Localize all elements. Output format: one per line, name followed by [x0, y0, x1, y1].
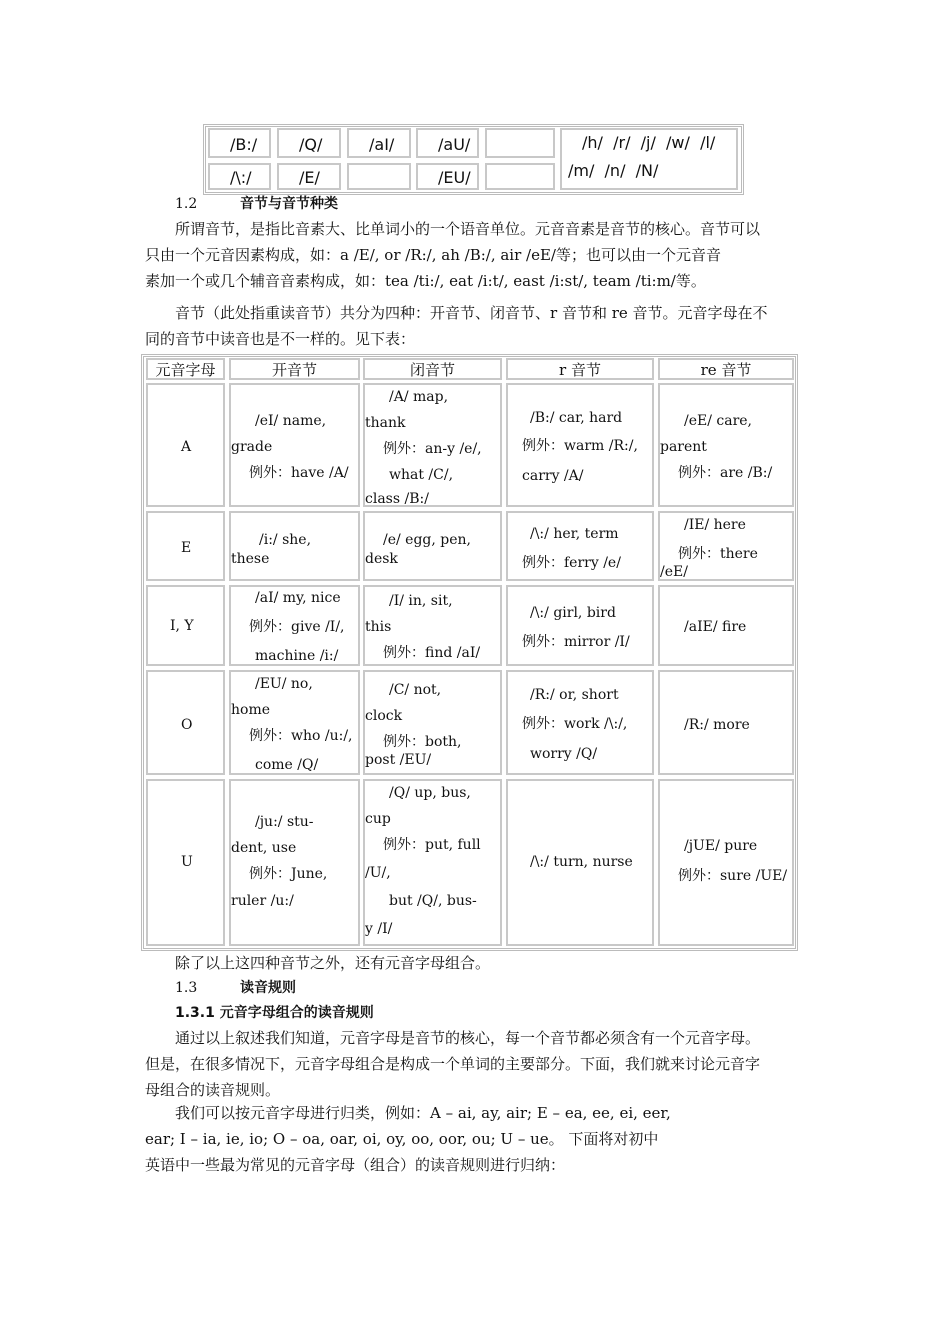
table-cell — [229, 511, 360, 581]
cell-text: /EU/ — [438, 168, 471, 187]
cell-line: but /Q/, bus- — [389, 893, 477, 909]
table-cell — [363, 585, 502, 666]
cell-text: /m/ /n/ /N/ — [568, 161, 659, 180]
table-cell — [146, 585, 225, 666]
table-cell — [506, 585, 654, 666]
cell-line: /IE/ here — [684, 517, 746, 533]
table-cell — [277, 128, 341, 158]
cell-line: 例外：work /\:/, — [522, 716, 628, 732]
paragraph-line: 通过以上叙述我们知道，元音字母是音节的核心，每一个音节都必须含有一个元音字母。 — [175, 1029, 761, 1047]
consonant-cell — [560, 128, 738, 190]
cell-line: /U/, — [365, 865, 391, 881]
paragraph-line: 英语中一些最为常见的元音字母（组合）的读音规则进行归纳： — [145, 1156, 566, 1174]
table-cell — [277, 163, 341, 190]
table-cell — [658, 779, 794, 946]
cell-line: 例外：put, full — [383, 837, 481, 853]
table-cell — [658, 511, 794, 581]
paragraph — [145, 216, 810, 294]
section-title: 音节与音节种类 — [240, 196, 338, 212]
cell-line: /jUE/ pure — [684, 838, 758, 854]
table-header: 开音节 — [229, 358, 360, 380]
paragraph — [145, 1025, 810, 1103]
cell-line: /eE/ — [660, 564, 688, 580]
cell-line: /eE/ care, — [684, 413, 753, 429]
cell-line: worry /Q/ — [530, 746, 598, 762]
cell-line: 例外：who /u:/, — [249, 728, 353, 744]
cell-line: /I/ in, sit, — [389, 593, 453, 609]
table-cell — [485, 163, 555, 190]
cell-line: y /I/ — [365, 921, 393, 937]
paragraph-line: 母组合的读音规则。 — [145, 1081, 281, 1099]
cell-line: post /EU/ — [365, 752, 432, 768]
cell-text: /\:/ — [230, 168, 252, 187]
cell-line: /A/ map, — [389, 389, 449, 405]
cell-text: /B:/ — [230, 135, 258, 154]
cell-line: thank — [365, 415, 406, 431]
cell-line: desk — [365, 551, 398, 567]
table-cell — [363, 511, 502, 581]
paragraph — [145, 950, 810, 976]
cell-line: 例外：there — [678, 546, 758, 562]
paragraph-line: 但是，在很多情况下，元音字母组合是构成一个单词的主要部分。下面，我们就来讨论元音字 — [145, 1055, 761, 1073]
table-cell — [506, 383, 654, 507]
table-cell — [363, 670, 502, 775]
cell-line: /R:/ more — [684, 717, 750, 733]
paragraph-line: 音节（此处指重读音节）共分为四种：开音节、闭音节、r 音节和 re 音节。元音字母在不 — [175, 304, 768, 322]
cell-line: /Q/ up, bus, — [389, 785, 471, 801]
table-cell — [347, 163, 411, 190]
table-cell — [506, 779, 654, 946]
table-cell — [208, 163, 271, 190]
cell-line: /\:/ her, term — [530, 526, 619, 542]
cell-text: /Q/ — [299, 135, 323, 154]
cell-line: 例外：find /aI/ — [383, 645, 481, 661]
cell-text: /h/ /r/ /j/ /w/ /l/ — [582, 133, 716, 152]
table-cell — [229, 779, 360, 946]
table-cell — [146, 383, 225, 507]
vowel-letter: O — [181, 717, 193, 733]
cell-line: /ju:/ stu- — [255, 814, 314, 830]
cell-text: /aI/ — [369, 135, 395, 154]
cell-line: these — [231, 551, 270, 567]
paragraph-line: 我们可以按元音字母进行归类，例如：A – ai, ay, air; E – ea, ee, ei, eer, — [175, 1104, 671, 1122]
table-cell — [416, 128, 479, 158]
cell-line: class /B:/ — [365, 491, 429, 507]
table-cell — [416, 163, 479, 190]
section-heading — [175, 193, 338, 213]
table-cell — [363, 383, 502, 507]
table-cell — [506, 511, 654, 581]
cell-line: /C/ not, — [389, 682, 442, 698]
cell-line: cup — [365, 811, 391, 827]
section-number: 1.3 — [175, 980, 198, 996]
cell-line: /B:/ car, hard — [530, 410, 623, 426]
table-cell — [229, 670, 360, 775]
paragraph-line: 只由一个元音因素构成，如：a /E/, or /R:/, ah /B:/, air /eE/等；也可以由一个元音音 — [145, 246, 721, 264]
vowel-letter: E — [181, 540, 192, 556]
table-header: 闭音节 — [363, 358, 502, 380]
table-cell — [506, 670, 654, 775]
table-cell — [229, 585, 360, 666]
cell-line: this — [365, 619, 392, 635]
cell-line: clock — [365, 708, 403, 724]
paragraph — [145, 1100, 810, 1178]
section-title: 读音规则 — [240, 980, 296, 996]
paragraph-line: 除了以上这四种音节之外，还有元音字母组合。 — [175, 954, 491, 972]
section-title: 1.3.1 元音字母组合的读音规则 — [175, 1005, 374, 1021]
cell-line: 例外：sure /UE/ — [678, 868, 788, 884]
cell-line: 例外：an-y /e/, — [383, 441, 482, 457]
cell-line: carry /A/ — [522, 468, 584, 484]
cell-line: 例外：are /B:/ — [678, 465, 773, 481]
table-header: re 音节 — [658, 358, 794, 380]
section-number: 1.2 — [175, 196, 198, 212]
cell-line: /eI/ name, — [255, 413, 327, 429]
cell-line: machine /i:/ — [255, 648, 339, 664]
table-cell — [146, 670, 225, 775]
paragraph-line: 所谓音节，是指比音素大、比单词小的一个语音单位。元音音素是音节的核心。音节可以 — [175, 220, 761, 238]
cell-line: 例外：ferry /e/ — [522, 555, 621, 571]
vowel-letter: U — [181, 854, 193, 870]
cell-line: /R:/ or, short — [530, 687, 619, 703]
paragraph — [145, 300, 810, 352]
table-cell — [658, 670, 794, 775]
cell-line: dent, use — [231, 840, 297, 856]
table-cell — [208, 128, 271, 158]
table-cell — [658, 585, 794, 666]
cell-line: home — [231, 702, 271, 718]
table-cell — [229, 383, 360, 507]
section-heading — [175, 1002, 374, 1022]
cell-text: /aU/ — [438, 135, 471, 154]
table-header: r 音节 — [506, 358, 654, 380]
cell-line: 例外：give /I/, — [249, 619, 345, 635]
cell-line: /e/ egg, pen, — [383, 532, 471, 548]
cell-line: 例外：mirror /I/ — [522, 634, 630, 650]
table-cell — [485, 128, 555, 158]
cell-line: /EU/ no, — [255, 676, 313, 692]
table-cell — [146, 511, 225, 581]
cell-line: parent — [660, 439, 707, 455]
cell-line: /aI/ my, nice — [255, 590, 341, 606]
table-cell — [146, 779, 225, 946]
cell-line: grade — [231, 439, 273, 455]
cell-line: /aIE/ fire — [684, 619, 747, 635]
cell-line: what /C/, — [389, 467, 454, 483]
vowel-letter: I, Y — [170, 618, 194, 634]
paragraph-line: 素加一个或几个辅音音素构成，如：tea /ti:/, eat /i:t/, east /i:st/, team /ti:m/等。 — [145, 272, 706, 290]
table-cell — [347, 128, 411, 158]
paragraph-line: ear; I – ia, ie, io; O – oa, oar, oi, oy, oo, oor, ou; U – ue。 下面将对初中 — [145, 1130, 659, 1148]
vowel-letter: A — [181, 439, 192, 455]
cell-line: 例外：warm /R:/, — [522, 438, 638, 454]
table-cell — [363, 779, 502, 946]
cell-line: /i:/ she, — [259, 532, 312, 548]
cell-line: come /Q/ — [255, 757, 319, 773]
cell-line: /\:/ girl, bird — [530, 605, 616, 621]
cell-line: 例外：both, — [383, 734, 462, 750]
section-heading — [175, 977, 296, 997]
table-cell — [658, 383, 794, 507]
cell-line: ruler /u:/ — [231, 893, 294, 909]
cell-line: 例外：have /A/ — [249, 465, 349, 481]
paragraph-line: 同的音节中读音也是不一样的。见下表： — [145, 330, 416, 348]
cell-text: /E/ — [299, 168, 320, 187]
cell-line: /\:/ turn, nurse — [530, 854, 633, 870]
cell-line: 例外：June, — [249, 866, 328, 882]
table-header: 元音字母 — [146, 358, 225, 380]
